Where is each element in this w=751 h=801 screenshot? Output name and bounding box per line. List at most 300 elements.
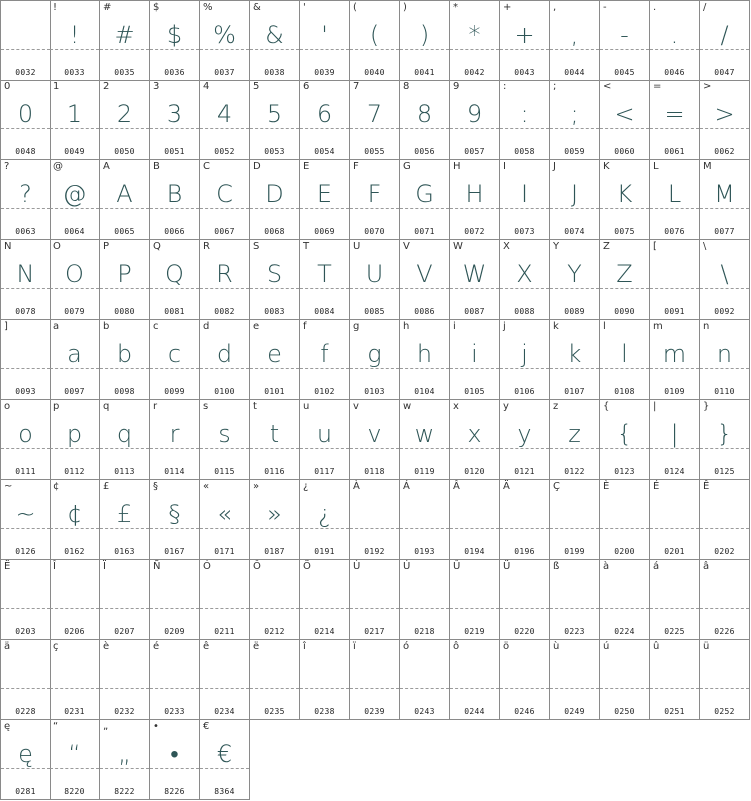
char-code: 0207 [114,627,135,636]
char-code: 0202 [714,547,735,556]
char-code: 0062 [714,147,735,156]
glyph-cell [650,400,700,480]
glyph-sample: = [664,100,685,128]
glyph-sample [700,574,749,614]
char-code: 0041 [414,68,435,77]
char-code: 0033 [64,68,85,77]
glyph-cell [400,400,450,480]
glyph-sample: p [66,420,83,448]
glyph-sample: ' [321,21,328,49]
glyph-cell [550,400,600,480]
glyph-cell [50,560,100,640]
glyph-sample [600,494,649,534]
character-label: V [403,241,410,252]
glyph-sample: F [367,180,382,208]
character-label: ç [53,641,59,652]
glyph-sample: : [520,100,529,128]
character-label: = [653,81,662,92]
character-label: ¿ [303,481,309,492]
glyph-sample: f [320,340,329,368]
character-label: â [703,561,710,572]
glyph-sample: ; [570,100,579,128]
char-code: 0200 [614,547,635,556]
glyph-sample [400,654,449,694]
character-label: E [303,161,310,172]
character-label: / [703,2,707,13]
character-label: . [653,2,657,13]
glyph-sample: „ [118,740,131,768]
glyph-cell [400,320,450,400]
char-code: 0106 [514,387,535,396]
glyph-cell [100,0,150,81]
glyph-sample: L [667,180,682,208]
char-code: 0055 [364,147,385,156]
glyph-cell [50,0,100,81]
glyph-sample: I [520,180,529,208]
glyph-sample: ę [18,740,33,768]
character-label: ä [4,641,11,652]
glyph-sample [550,494,599,534]
character-label: r [153,401,158,412]
glyph-sample: @ [62,180,87,208]
character-label: 1 [53,81,60,92]
char-code: 0226 [714,627,735,636]
glyph-sample [1,15,50,55]
char-code: 0113 [114,467,135,476]
char-code: 0126 [15,547,36,556]
character-label: ê [203,641,210,652]
char-code: 0111 [15,467,36,476]
glyph-cell [50,80,100,160]
glyph-cell [0,160,51,240]
character-label: x [453,401,459,412]
glyph-cell [350,400,400,480]
character-label: b [103,321,110,332]
glyph-cell [700,400,750,480]
glyph-sample: . [670,21,679,49]
glyph-sample: , [570,21,579,49]
character-label: W [453,241,463,252]
character-label: À [353,481,360,492]
char-code: 0047 [714,68,735,77]
glyph-cell [200,0,250,81]
glyph-sample: & [265,21,284,49]
glyph-cell [550,480,600,560]
character-label: X [503,241,510,252]
char-code: 0114 [164,467,185,476]
character-label: ü [703,641,710,652]
glyph-cell [250,0,300,81]
glyph-sample [450,574,499,614]
glyph-cell [200,560,250,640]
glyph-cell [500,400,550,480]
glyph-sample: i [471,340,478,368]
glyph-cell [650,480,700,560]
char-code: 0243 [414,707,435,716]
glyph-cell [250,400,300,480]
char-code: 0233 [164,707,185,716]
char-code: 0063 [15,227,36,236]
char-code: 0061 [664,147,685,156]
character-label: 8 [403,81,410,92]
character-label: & [253,2,261,13]
glyph-cell [450,560,500,640]
glyph-cell [400,640,450,720]
character-label: ß [553,561,560,572]
glyph-cell [400,0,450,81]
character-label: J [553,161,556,172]
glyph-cell [350,0,400,81]
character-label: Î [53,561,56,572]
glyph-cell [400,480,450,560]
char-code: 0068 [264,227,285,236]
character-label: Ä [503,481,510,492]
glyph-cell [650,640,700,720]
char-code: 8220 [64,787,85,796]
char-code: 0043 [514,68,535,77]
glyph-cell [100,400,150,480]
char-code: 0238 [314,707,335,716]
char-code: 0071 [414,227,435,236]
character-label: L [653,161,659,172]
char-code: 0191 [314,547,335,556]
char-code: 0089 [564,307,585,316]
glyph-cell [100,560,150,640]
glyph-cell [200,160,250,240]
glyph-cell [700,320,750,400]
character-label: 2 [103,81,110,92]
char-code: 0102 [314,387,335,396]
glyph-sample: - [620,21,629,49]
char-code: 0103 [364,387,385,396]
glyph-sample [1,334,50,374]
character-label: { [603,401,610,412]
glyph-cell [0,480,51,560]
glyph-cell [150,480,200,560]
glyph-sample: $ [166,21,183,49]
glyph-cell [150,560,200,640]
glyph-sample [650,494,699,534]
glyph-cell [700,0,750,81]
glyph-sample [600,654,649,694]
char-code: 0067 [214,227,235,236]
glyph-cell [300,400,350,480]
character-label: ' [303,2,306,13]
glyph-sample [50,654,99,694]
glyph-cell [400,160,450,240]
glyph-cell [700,240,750,320]
char-code: 0088 [514,307,535,316]
character-label: û [653,641,660,652]
glyph-sample: Y [567,260,582,288]
glyph-sample [500,654,549,694]
char-code: 0192 [364,547,385,556]
char-code: 0052 [214,147,235,156]
glyph-cell [50,240,100,320]
char-code: 0228 [15,707,36,716]
glyph-sample: « [217,500,232,528]
glyph-sample: X [516,260,533,288]
glyph-cell [200,80,250,160]
char-code: 0225 [664,627,685,636]
char-code: 0108 [614,387,635,396]
glyph-sample [250,654,299,694]
char-code: 0109 [664,387,685,396]
glyph-sample: 8 [416,100,433,128]
character-label: T [303,241,310,252]
character-label: P [103,241,110,252]
character-label: § [153,481,158,492]
glyph-sample: “ [68,740,81,768]
glyph-cell [500,160,550,240]
char-code: 0079 [64,307,85,316]
char-code: 0098 [114,387,135,396]
glyph-sample [200,654,249,694]
glyph-sample: C [216,180,233,208]
character-label: \ [703,241,707,252]
char-code: 8364 [214,787,235,796]
glyph-cell [600,80,650,160]
char-code: 0218 [414,627,435,636]
glyph-cell [50,640,100,720]
char-code: 0092 [714,307,735,316]
glyph-sample: 0 [17,100,34,128]
glyph-cell [450,80,500,160]
glyph-cell [100,720,150,800]
char-code: 0124 [664,467,685,476]
character-label: o [4,401,11,412]
char-code: 0035 [114,68,135,77]
character-label: Ô [253,561,261,572]
glyph-sample: U [365,260,384,288]
character-label: 5 [253,81,260,92]
character-label: ó [403,641,410,652]
glyph-cell [500,0,550,81]
glyph-sample [400,574,449,614]
char-code: 0187 [264,547,285,556]
glyph-sample: V [416,260,433,288]
glyph-sample: ¿ [318,500,331,528]
char-code: 0056 [414,147,435,156]
glyph-cell [250,80,300,160]
char-code: 8226 [164,787,185,796]
glyph-cell [150,240,200,320]
glyph-cell [200,400,250,480]
glyph-cell [600,160,650,240]
character-label: È [603,481,610,492]
character-label: : [503,81,507,92]
glyph-cell [150,80,200,160]
character-label: ( [353,2,357,13]
glyph-cell [0,80,51,160]
character-label: ï [353,641,356,652]
glyph-cell [0,400,51,480]
character-label: Y [553,241,560,252]
glyph-sample: M [714,180,735,208]
char-code: 0232 [114,707,135,716]
glyph-cell [650,240,700,320]
glyph-sample [450,494,499,534]
glyph-sample [150,574,199,614]
glyph-sample: A [116,180,133,208]
glyph-sample [350,494,399,534]
character-label: Q [153,241,161,252]
glyph-cell [500,320,550,400]
character-label: „ [103,721,109,732]
glyph-sample: o [18,420,33,448]
char-code: 0104 [414,387,435,396]
character-label: p [53,401,60,412]
glyph-sample [100,654,149,694]
char-code: 0042 [464,68,485,77]
glyph-sample: \ [720,260,729,288]
glyph-cell [700,80,750,160]
glyph-cell [350,640,400,720]
glyph-cell [550,320,600,400]
glyph-cell [300,160,350,240]
glyph-sample: ) [419,21,430,49]
glyph-cell [200,240,250,320]
glyph-sample: B [166,180,183,208]
character-label: R [203,241,210,252]
glyph-sample: N [16,260,35,288]
glyph-cell [450,320,500,400]
glyph-cell [650,320,700,400]
glyph-cell [550,0,600,81]
char-code: 0281 [15,787,36,796]
glyph-cell [150,640,200,720]
character-label: < [603,81,612,92]
char-code: 0125 [714,467,735,476]
character-label: v [353,401,359,412]
glyph-sample [350,574,399,614]
glyph-cell [700,560,750,640]
glyph-sample [450,654,499,694]
glyph-cell [550,80,600,160]
character-label: * [453,2,458,13]
character-label: U [353,241,361,252]
char-code: 0081 [164,307,185,316]
glyph-sample [650,254,699,294]
char-code: 0251 [664,707,685,716]
glyph-sample: T [317,260,332,288]
character-label: 3 [153,81,160,92]
character-label: Ó [203,561,211,572]
character-label: A [103,161,110,172]
char-code: 0045 [614,68,635,77]
char-code: 0223 [564,627,585,636]
character-label: g [353,321,360,332]
char-code: 0234 [214,707,235,716]
glyph-cell [550,560,600,640]
char-code: 0036 [164,68,185,77]
character-label: « [203,481,210,492]
glyph-sample [550,654,599,694]
char-code: 0219 [464,627,485,636]
char-code: 0070 [364,227,385,236]
char-code: 0097 [64,387,85,396]
char-code: 0091 [664,307,685,316]
character-label: f [303,321,307,332]
char-code: 0117 [314,467,335,476]
character-label: # [103,2,112,13]
glyph-sample: 1 [66,100,83,128]
glyph-sample: z [568,420,581,448]
char-code: 0199 [564,547,585,556]
glyph-sample: O [65,260,84,288]
character-label: I [503,161,506,172]
glyph-sample: 5 [266,100,283,128]
glyph-sample: * [468,21,481,49]
character-label: 7 [353,81,360,92]
char-code: 0087 [464,307,485,316]
glyph-cell [200,640,250,720]
character-label: t [253,401,257,412]
character-label: G [403,161,411,172]
character-label: S [253,241,260,252]
glyph-sample: # [114,21,135,49]
glyph-sample: 7 [366,100,383,128]
character-label: Ç [553,481,560,492]
char-code: 0082 [214,307,235,316]
glyph-sample: • [170,740,179,768]
character-label: ë [253,641,260,652]
glyph-sample: 6 [316,100,333,128]
character-label: , [553,2,557,13]
char-code: 0119 [414,467,435,476]
glyph-sample: + [514,21,535,49]
glyph-cell [50,160,100,240]
glyph-cell [0,720,51,800]
glyph-cell [0,640,51,720]
char-code: 0201 [664,547,685,556]
char-code: 0246 [514,707,535,716]
char-code: 0075 [614,227,635,236]
character-label: a [53,321,60,332]
glyph-cell [150,320,200,400]
char-code: 0069 [314,227,335,236]
char-code: 0064 [64,227,85,236]
glyph-cell [350,480,400,560]
char-code: 0101 [264,387,285,396]
character-label: ; [553,81,557,92]
glyph-cell [650,160,700,240]
char-code: 0194 [464,547,485,556]
char-code: 0040 [364,68,385,77]
glyph-cell [550,160,600,240]
character-label: N [4,241,12,252]
glyph-sample: ! [69,21,80,49]
character-label: ô [453,641,460,652]
char-code: 0118 [364,467,385,476]
char-code: 0203 [15,627,36,636]
char-code: 0073 [514,227,535,236]
glyph-sample: a [67,340,82,368]
glyph-cell [250,560,300,640]
char-code: 0059 [564,147,585,156]
char-code: 0120 [464,467,485,476]
char-code: 0244 [464,707,485,716]
char-code: 0083 [264,307,285,316]
char-code: 0196 [514,547,535,556]
glyph-sample: W [462,260,487,288]
char-code: 0093 [15,387,36,396]
char-code: 0050 [114,147,135,156]
glyph-sample [200,574,249,614]
glyph-sample [500,494,549,534]
character-label: ~ [4,481,13,492]
glyph-cell [650,560,700,640]
